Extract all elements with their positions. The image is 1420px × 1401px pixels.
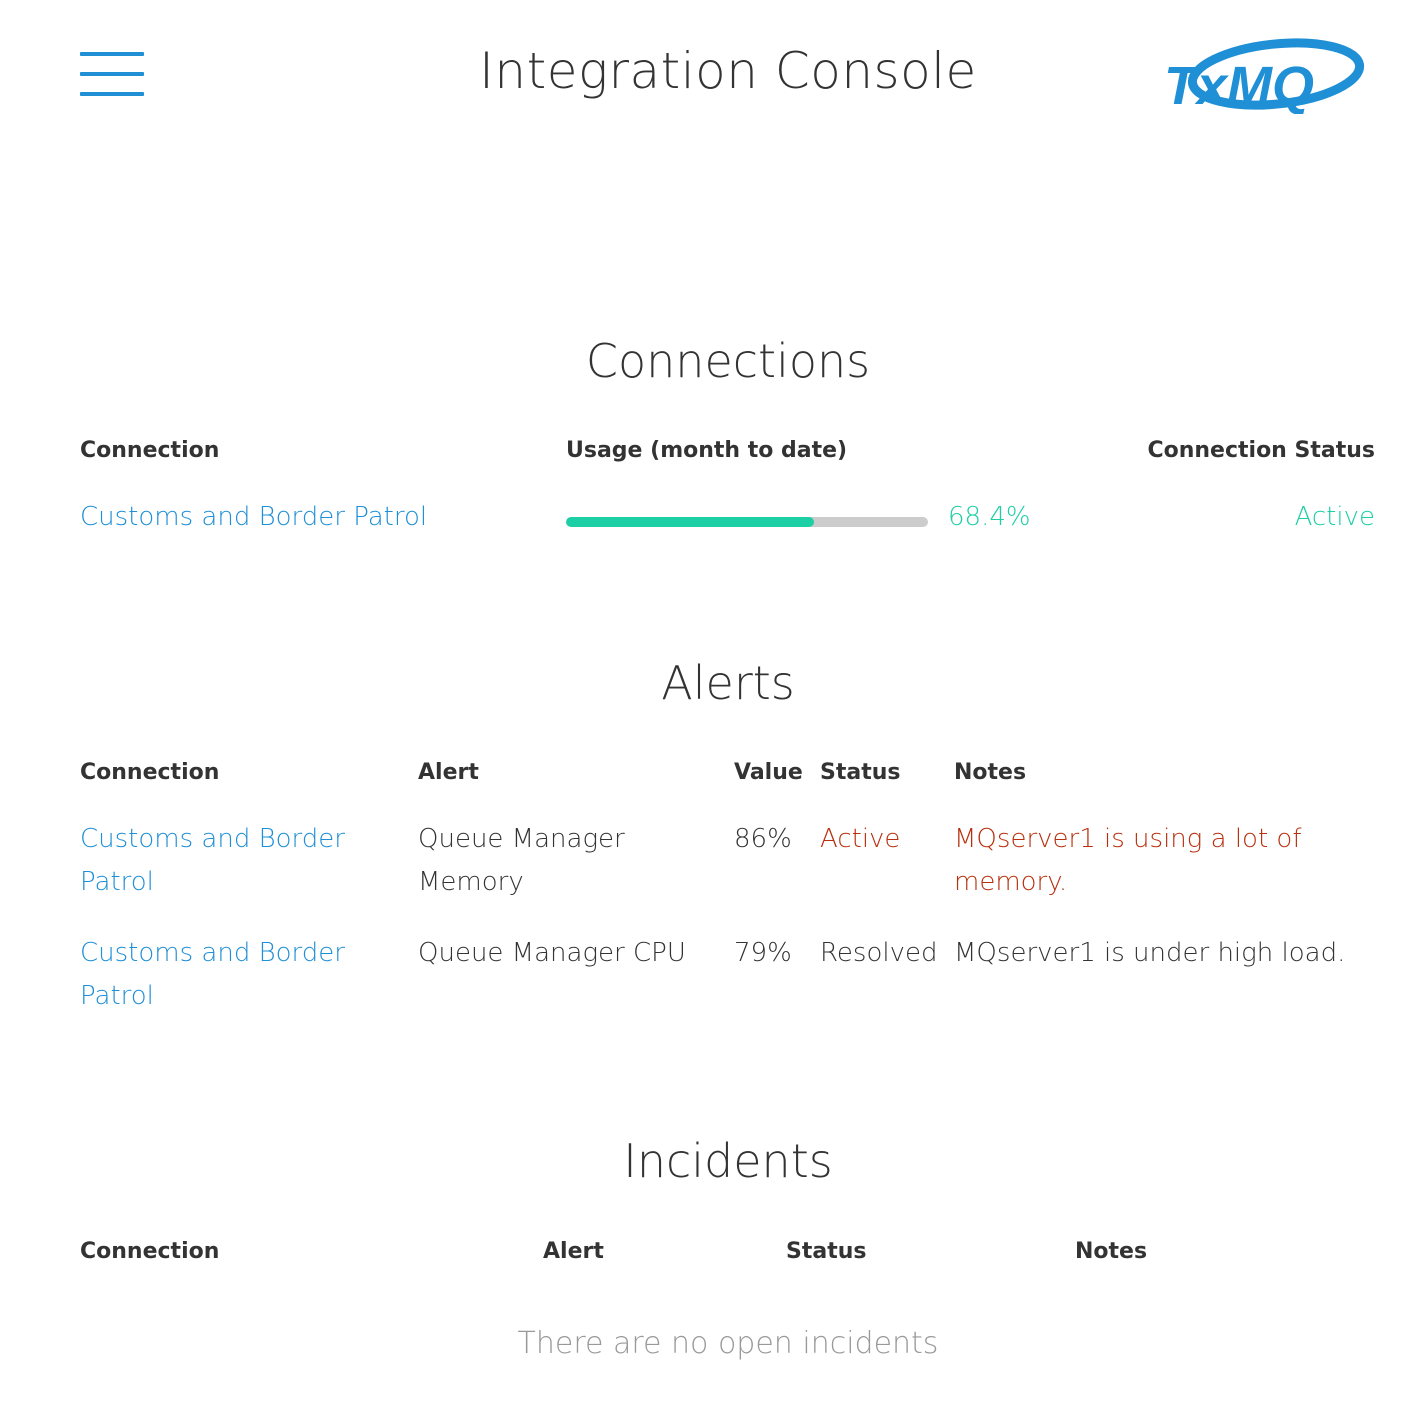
incidents-title: Incidents bbox=[623, 1134, 833, 1188]
usage-percent: 68.4% bbox=[948, 502, 1031, 532]
alert-value: 79% bbox=[734, 938, 792, 968]
alerts-title: Alerts bbox=[661, 656, 795, 710]
connections-title: Connections bbox=[585, 334, 871, 388]
connections-col-usage: Usage (month to date) bbox=[566, 438, 848, 463]
header bbox=[0, 0, 1420, 150]
alert-name: Queue Manager CPU bbox=[418, 938, 686, 968]
incidents-col-status: Status bbox=[786, 1239, 867, 1264]
alert-name: Queue Manager Memory bbox=[418, 824, 625, 897]
usage-progress-fill bbox=[566, 517, 814, 527]
connection-link[interactable]: Customs and Border Patrol bbox=[80, 502, 428, 532]
txmq-logo[interactable] bbox=[1158, 38, 1368, 114]
alert-status: Resolved bbox=[820, 938, 938, 968]
connections-col-connection: Connection bbox=[80, 438, 220, 463]
alert-status: Active bbox=[820, 824, 901, 854]
connection-status: Active bbox=[1294, 502, 1375, 532]
connections-col-status: Connection Status bbox=[1147, 438, 1375, 463]
no-incidents-message: There are no open incidents bbox=[517, 1326, 939, 1361]
incidents-col-connection: Connection bbox=[80, 1239, 220, 1264]
alert-notes: MQserver1 is using a lot of memory. bbox=[954, 824, 1302, 897]
alert-connection-link[interactable]: Customs and Border Patrol bbox=[80, 824, 345, 897]
alerts-col-connection: Connection bbox=[80, 760, 220, 785]
incidents-col-notes: Notes bbox=[1075, 1239, 1148, 1264]
alert-notes: MQserver1 is under high load. bbox=[954, 938, 1346, 968]
incidents-col-alert: Alert bbox=[543, 1239, 604, 1264]
alert-connection-link[interactable]: Customs and Border Patrol bbox=[80, 938, 345, 1011]
alerts-col-value: Value bbox=[734, 760, 803, 785]
alert-value: 86% bbox=[734, 824, 792, 854]
alerts-col-alert: Alert bbox=[418, 760, 479, 785]
logo-text: TxMQ bbox=[1164, 56, 1315, 114]
app-title: Integration Console bbox=[479, 42, 977, 100]
txmq-logo-graphic bbox=[1158, 38, 1368, 114]
usage-progress-bar bbox=[566, 517, 928, 527]
alerts-col-status: Status bbox=[820, 760, 901, 785]
alerts-col-notes: Notes bbox=[954, 760, 1027, 785]
